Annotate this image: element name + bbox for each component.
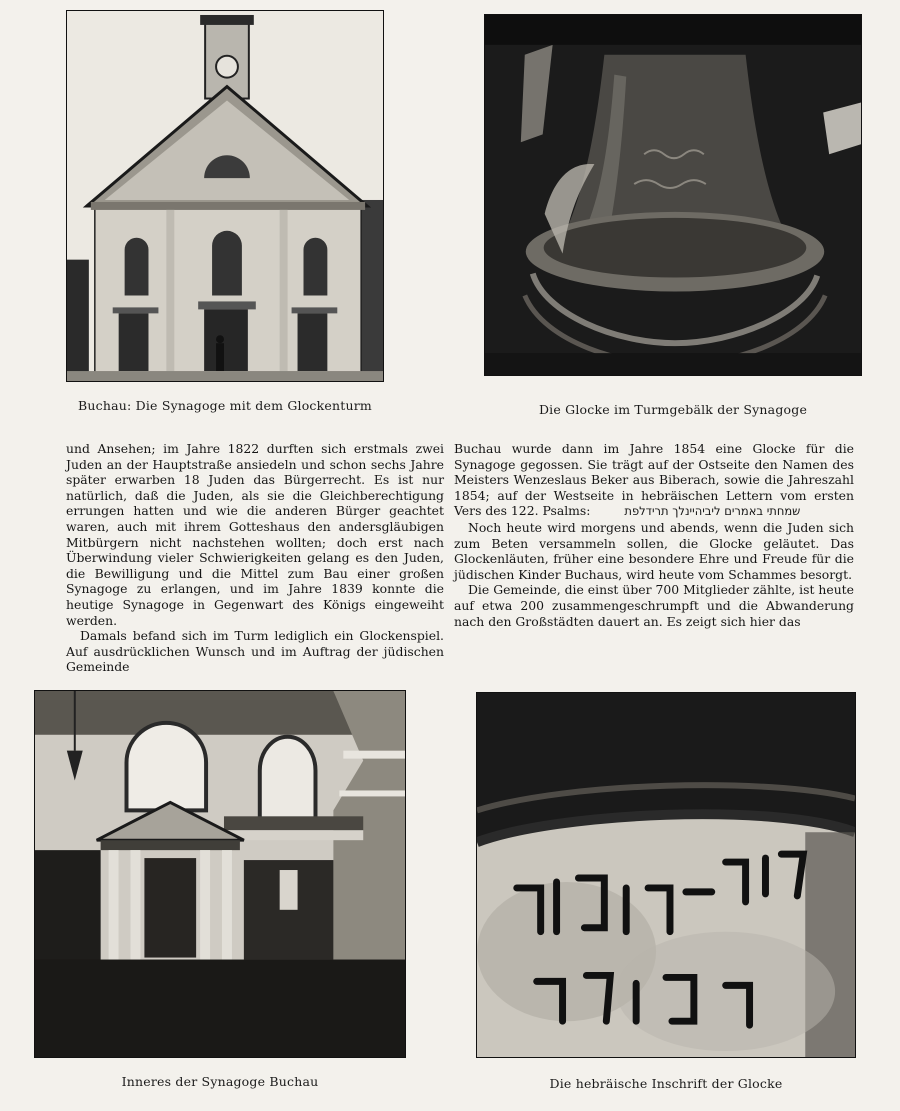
right-text-column <box>454 441 854 629</box>
left-text-column <box>66 441 444 675</box>
bell-photo <box>484 14 862 376</box>
left-paragraph-1: und Ansehen; im Jahre 1822 durften sich erstmals zwei Juden an der Hauptstraße ansiedeln und schon sechs Jahre später erwarben 18 Juden das Bürgerrecht. Es ist nur natürlich, daß die Juden, als sie die Gleichberechtigung errungen hatten und wie die anderen Bürger geachtet waren, auch mit ihrem Gotteshaus den andersgläubigen Mitbürgern nicht nachstehen wollten; doch erst nach Überwindung vieler Schwierigkeiten gelang es den Juden, die Bewilligung und die Mittel zum Bau einer großen Synagoge zu erlangen, und im Jahre 1839 konnte die heutige Synagoge in Gegenwart des Königs eingeweiht werden. <box>66 441 444 628</box>
synagogue-interior-photo <box>34 690 406 1058</box>
synagogue-interior-caption: Inneres der Synagoge Buchau <box>121 1074 319 1089</box>
right-paragraph-3: Die Gemeinde, die einst über 700 Mitglieder zählte, ist heute auf etwa 200 zusammengeschrumpft und die Abwanderung nach den Großstädten dauert an. Es zeigt sich hier das <box>454 582 854 629</box>
hebrew-verse: שמחתי באמרים ליביהיינלך תרידלפת <box>624 504 801 519</box>
synagogue-exterior-caption: Buchau: Die Synagoge mit dem Glockenturm <box>78 398 372 413</box>
bell-inscription-photo <box>476 692 856 1058</box>
right-paragraph-2: Noch heute wird morgens und abends, wenn die Juden sich zum Beten versammeln sollen, die Glocke geläutet. Das Glockenläuten, früher eine besondere Ehre und Freude für die jüdischen Kinder Buchaus, wird heute vom Schammes besorgt. <box>454 519 854 582</box>
right-paragraph-1: Buchau wurde dann im Jahre 1854 eine Glocke für die Synagoge gegossen. Sie trägt auf der Ostseite den Namen des Meisters Wenzeslaus Beker aus Biberach, sowie die Jahreszahl 1854; auf der Westseite in hebräischen Lettern vom ersten Vers des 122. Psalms: <box>454 441 854 519</box>
bell-caption: Die Glocke im Turmgebälk der Synagoge <box>538 402 808 417</box>
synagogue-exterior-photo <box>66 10 384 382</box>
left-paragraph-2: Damals befand sich im Turm lediglich ein Glockenspiel. Auf ausdrücklichen Wunsch und im Auftrag der jüdischen Gemeinde <box>66 628 444 675</box>
bell-inscription-caption: Die hebräische Inschrift der Glocke <box>549 1076 783 1091</box>
